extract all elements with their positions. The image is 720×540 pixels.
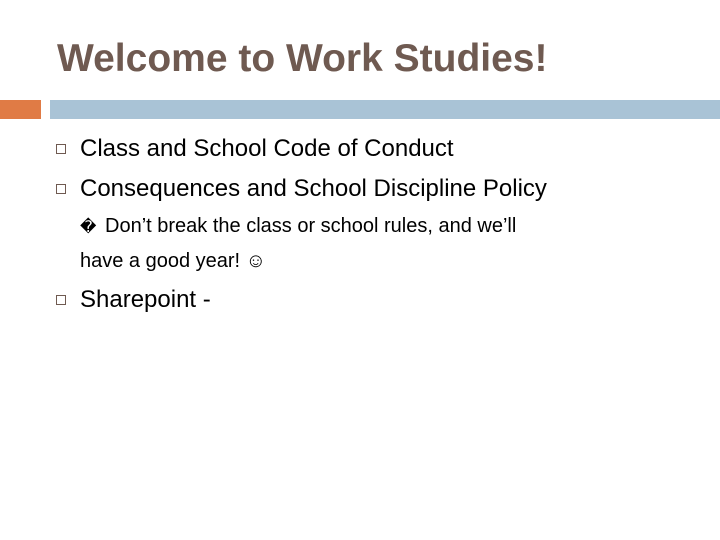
slide-title: Welcome to Work Studies!	[57, 37, 548, 80]
accent-bar-orange	[0, 100, 41, 119]
accent-bar-blue	[50, 100, 720, 119]
sub-bullet-marker: �	[80, 219, 97, 236]
square-bullet-icon	[56, 184, 66, 194]
sub-bullet-line-1: Don’t break the class or school rules, and we’ll	[105, 215, 517, 237]
bullet-text: Sharepoint -	[80, 286, 211, 313]
bullet-item-discipline-policy	[56, 175, 547, 203]
bullet-item-code-of-conduct	[56, 135, 454, 163]
bullet-text: Consequences and School Discipline Policy	[80, 175, 547, 202]
bullet-text: Class and School Code of Conduct	[80, 135, 454, 162]
sub-bullet-line-2: have a good year! ☺	[80, 250, 267, 272]
bullet-item-sharepoint	[56, 286, 211, 314]
square-bullet-icon	[56, 295, 66, 305]
sub-bullet-item	[80, 214, 680, 272]
square-bullet-icon	[56, 144, 66, 154]
